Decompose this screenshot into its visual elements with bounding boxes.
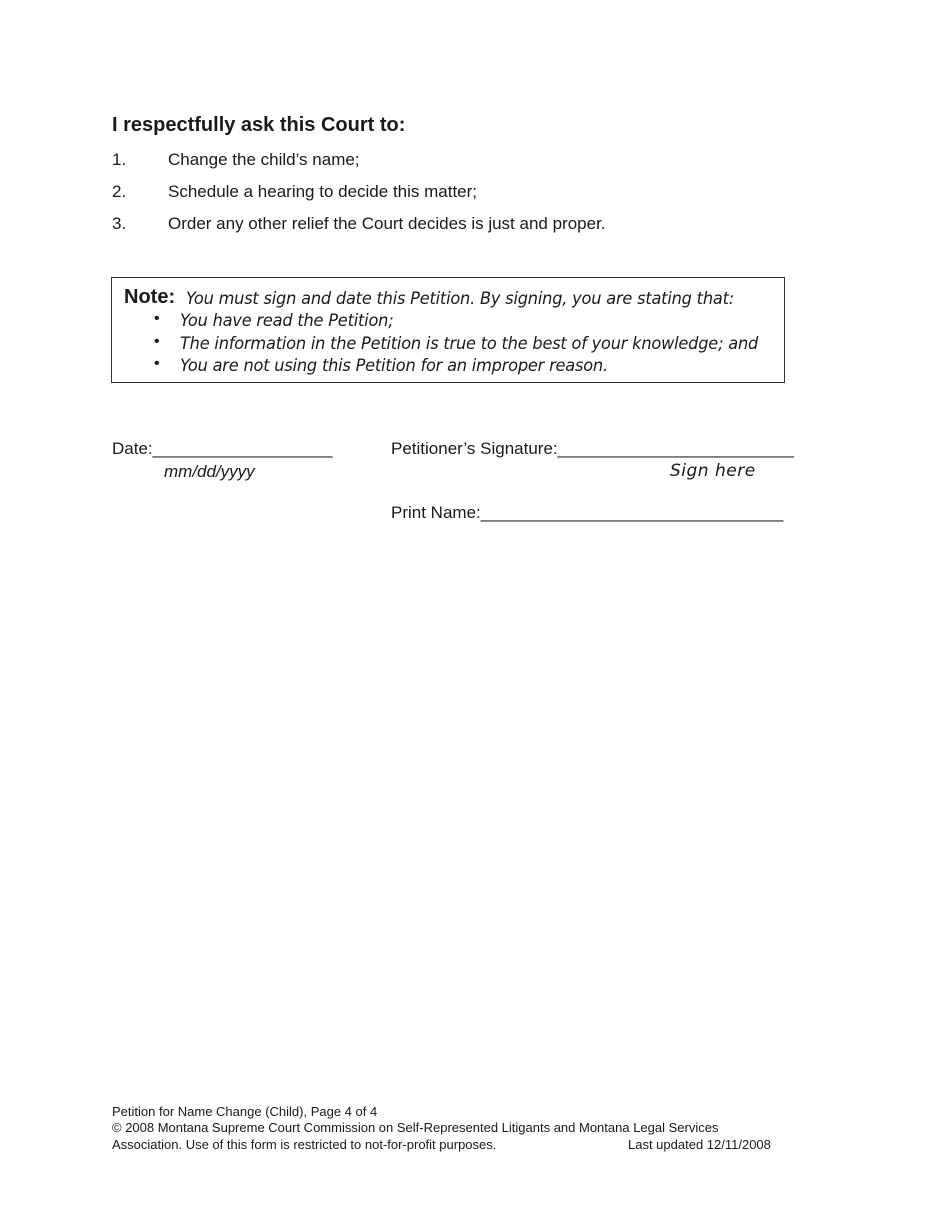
request-text: Schedule a hearing to decide this matter; (168, 182, 478, 201)
bullet-icon: • (154, 355, 160, 372)
bullet-icon: • (154, 333, 160, 350)
date-field[interactable]: Date:___________________ (112, 439, 333, 458)
request-number: 2. (112, 182, 127, 201)
date-format-hint: mm/dd/yyyy (164, 462, 255, 481)
note-bullet: The information in the Petition is true to the best of your knowledge; and (180, 334, 759, 353)
request-number: 1. (112, 150, 127, 169)
request-text: Order any other relief the Court decides is just and proper. (168, 214, 606, 233)
footer-usage: Association. Use of this form is restricted to not-for-profit purposes. (112, 1137, 497, 1152)
note-label: Note: (124, 286, 176, 308)
note-bullet: You are not using this Petition for an improper reason. (180, 356, 608, 375)
footer-updated: Last updated 12/11/2008 (628, 1137, 771, 1152)
section-heading: I respectfully ask this Court to: (112, 114, 406, 136)
note-box (111, 277, 785, 383)
bullet-icon: • (154, 310, 160, 327)
footer-copyright: © 2008 Montana Supreme Court Commission on Self-Represented Litigants and Montana Legal Services (112, 1120, 719, 1135)
signature-hint: Sign here (670, 461, 756, 481)
print-name-field[interactable]: Print Name:________________________________ (391, 503, 784, 522)
request-number: 3. (112, 214, 127, 233)
footer-title: Petition for Name Change (Child), Page 4 of 4 (112, 1104, 378, 1119)
signature-field[interactable]: Petitioner’s Signature:_________________________ (391, 439, 795, 458)
note-intro: You must sign and date this Petition. By signing, you are stating that: (186, 289, 735, 308)
request-text: Change the child’s name; (168, 150, 360, 169)
note-bullet: You have read the Petition; (180, 311, 394, 330)
